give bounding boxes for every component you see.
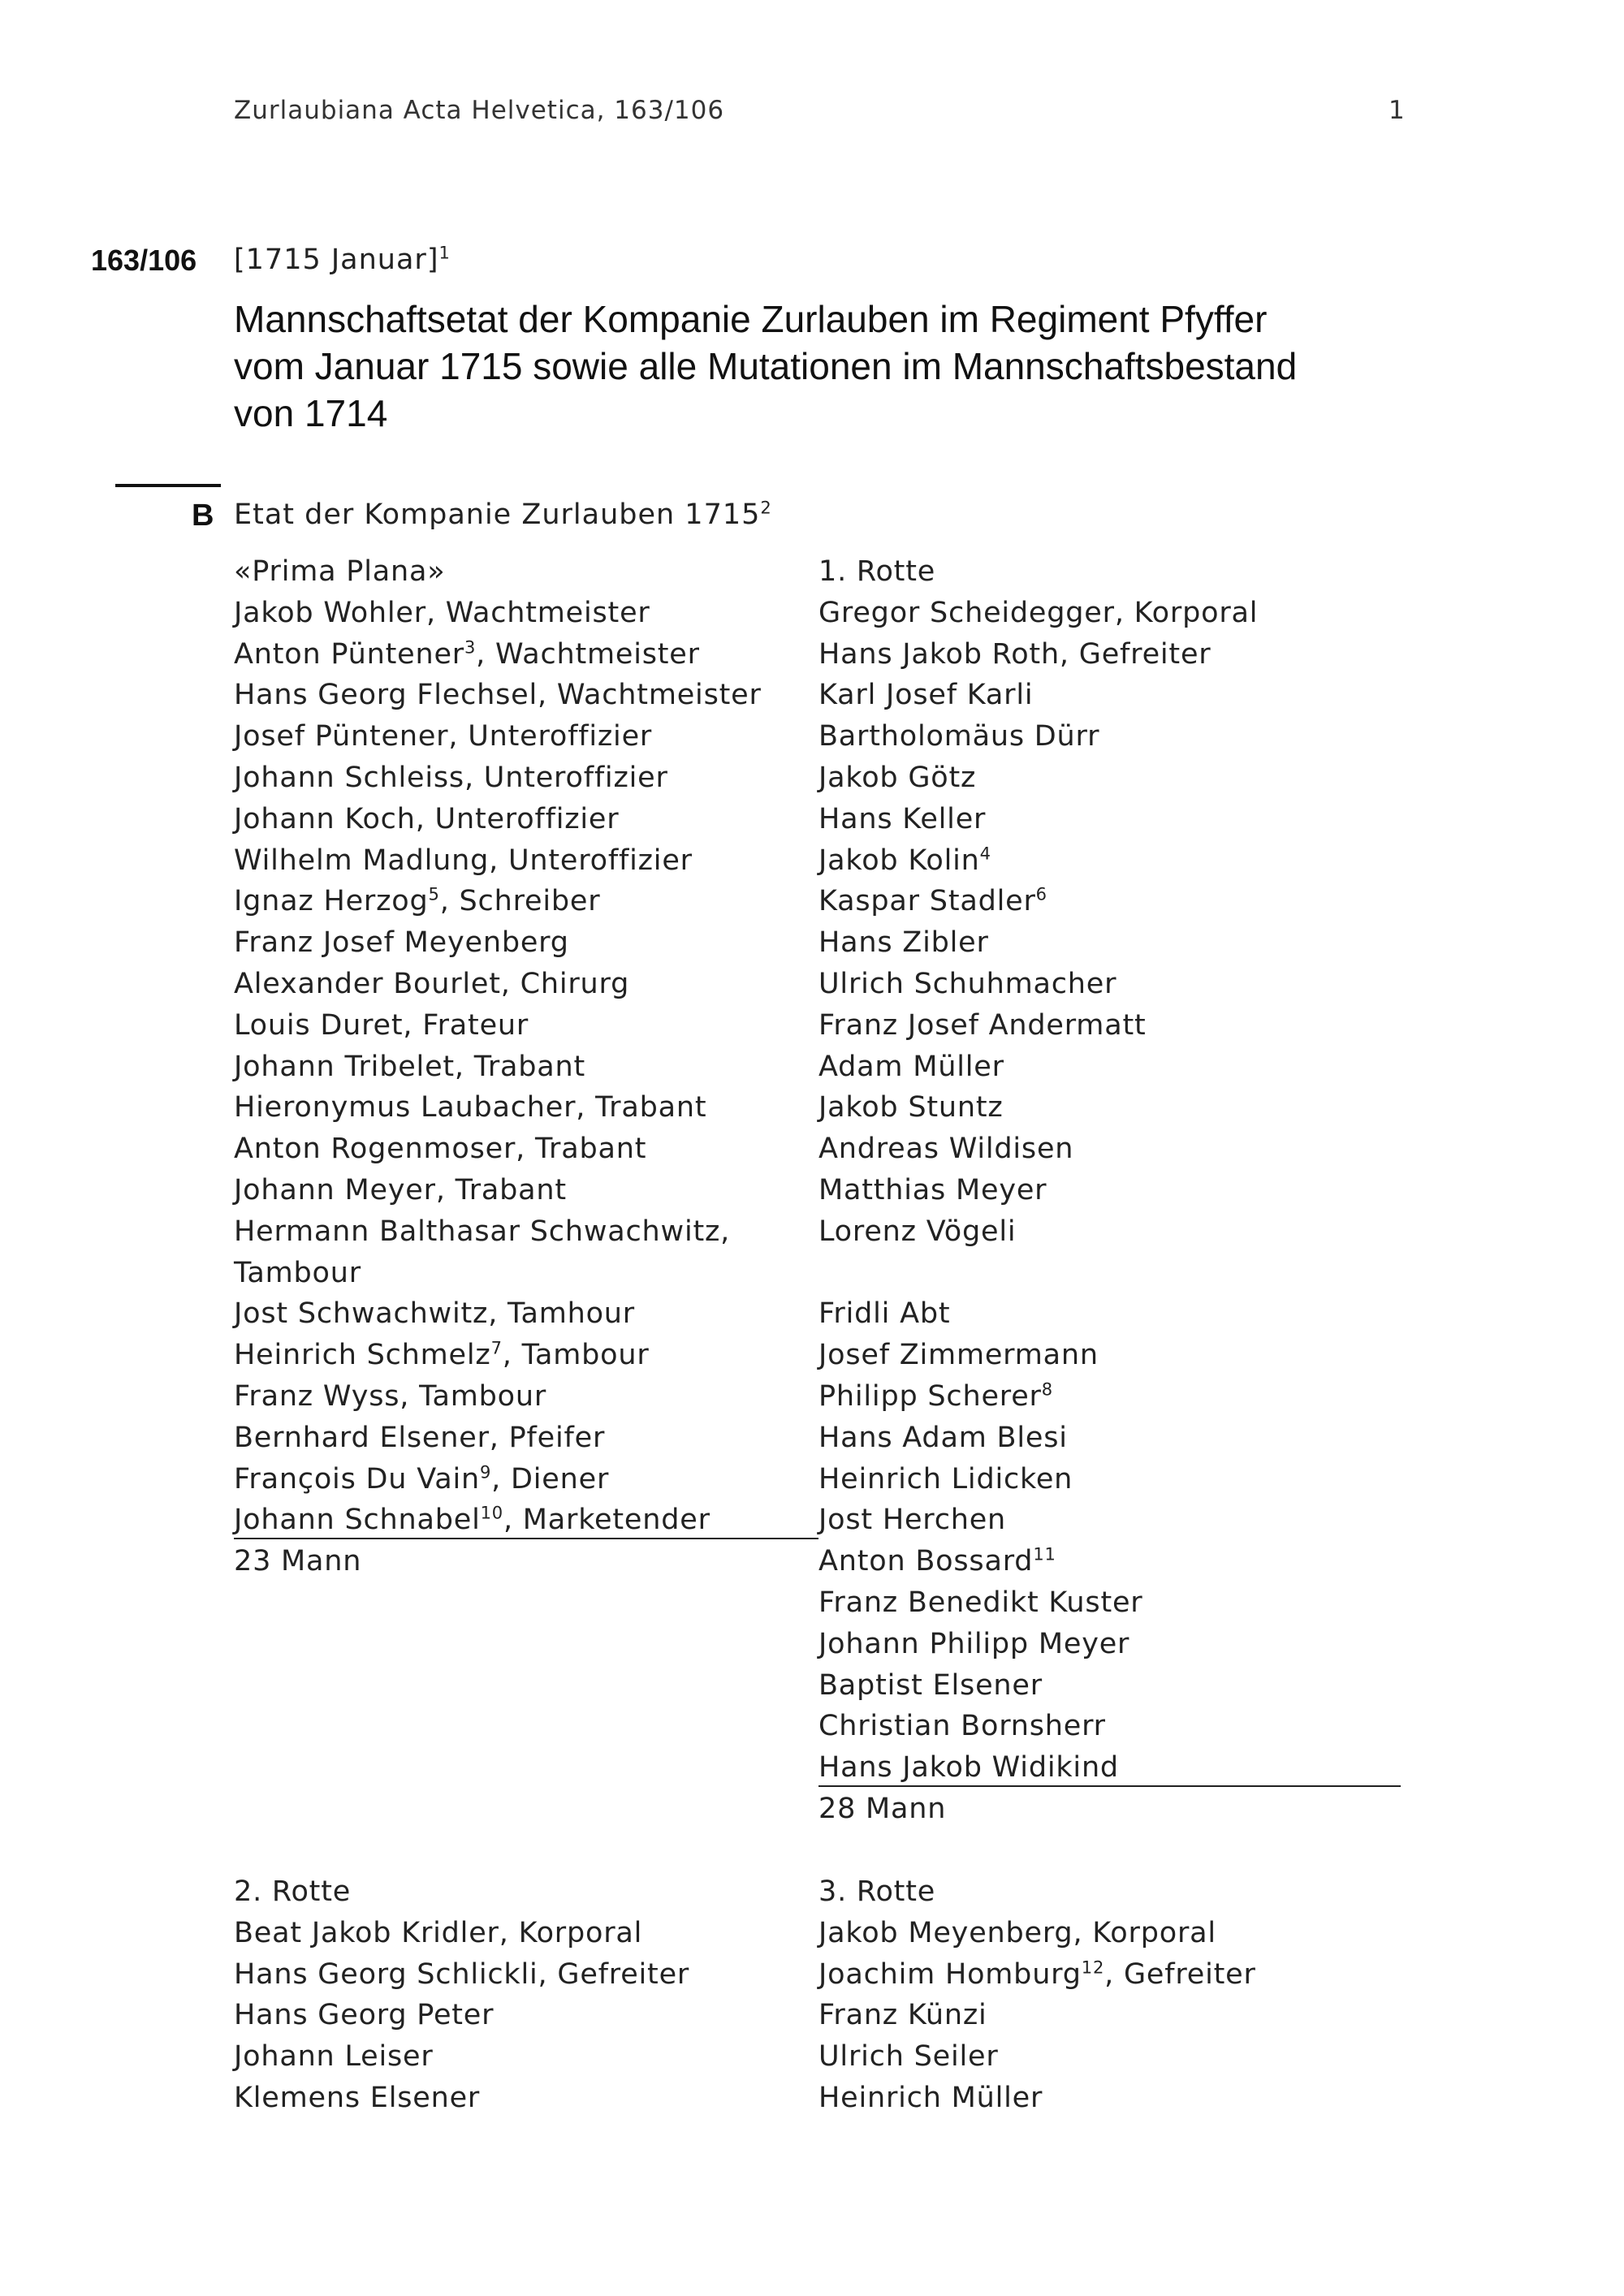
footnote-ref: 11 — [1033, 1544, 1056, 1564]
list-item: Louis Duret, Frateur — [234, 1008, 529, 1042]
document-title — [234, 296, 1297, 437]
footnote-ref: 7 — [490, 1338, 503, 1358]
list-item: Johann Meyer, Trabant — [234, 1173, 567, 1206]
footnote-ref: 10 — [480, 1503, 503, 1523]
list-item: Franz Josef Meyenberg — [234, 926, 569, 960]
list-item: Hieronymus Laubacher, Trabant — [234, 1091, 707, 1124]
footnote-ref: 2 — [760, 498, 772, 518]
list-item: Anton Bossard$^{11}$ — [818, 1544, 1056, 1578]
list-heading: 3. Rotte — [818, 1875, 936, 1908]
list-item: Beat Jakob Kridler, Korporal — [234, 1916, 643, 1949]
footnote-ref: 9 — [480, 1461, 492, 1482]
document-title-line: Mannschaftsetat der Kompanie Zurlauben im Regiment Pfyffer — [234, 298, 1268, 340]
list-item: Karl Josef Karli — [818, 679, 1034, 712]
prima-plana-column — [234, 551, 762, 1582]
list-item: Hans Jakob Roth, Gefreiter — [818, 637, 1212, 671]
list-item: Bartholomäus Dürr — [818, 720, 1100, 753]
document-date — [234, 244, 451, 276]
list-item: Matthias Meyer — [818, 1173, 1047, 1206]
list-item: Adam Müller — [818, 1050, 1004, 1083]
section-title — [234, 498, 772, 531]
list-item: Andreas Wildisen — [818, 1133, 1074, 1166]
list-item: Josef Zimmermann — [818, 1339, 1099, 1372]
document-number: 163/106 — [91, 244, 197, 277]
list-item: Jakob Stuntz — [818, 1091, 1004, 1124]
list-item: Johann Schnabel$^{10}$, Marketender — [234, 1500, 762, 1541]
list-item: Alexander Bourlet, Chirurg — [234, 967, 630, 1000]
footnote-ref: 6 — [1035, 884, 1047, 904]
list-item: François Du Vain$^9$, Diener — [234, 1461, 610, 1495]
list-item: Johann Philipp Meyer — [818, 1627, 1130, 1660]
section-rule — [115, 484, 221, 487]
list-item: Anton Püntener$^3$, Wachtmeister — [234, 637, 700, 671]
list-item: Heinrich Lidicken — [818, 1462, 1073, 1495]
list-item: Franz Künzi — [818, 1999, 987, 2032]
list-item: Johann Schleiss, Unteroffizier — [234, 761, 668, 794]
list-item: Gregor Scheidegger, Korporal — [818, 596, 1259, 629]
list-item: Jakob Wohler, Wachtmeister — [234, 596, 650, 629]
section-title-text: Etat der Kompanie Zurlauben 1715 — [234, 498, 761, 531]
footnote-ref: 4 — [979, 843, 991, 863]
list-item: Hans Jakob Widikind — [818, 1747, 1258, 1789]
list-item: Hermann Balthasar Schwachwitz, — [234, 1215, 731, 1248]
list-item: Baptist Elsener — [818, 1668, 1043, 1702]
list-item: Anton Rogenmoser, Trabant — [234, 1133, 647, 1166]
list-item: Christian Bornsherr — [818, 1710, 1106, 1743]
list-item: Hans Zibler — [818, 926, 989, 960]
running-title: Zurlaubiana Acta Helvetica, 163/106 — [234, 96, 725, 125]
list-item: Jakob Kolin$^4$ — [818, 843, 991, 877]
list-heading: 1. Rotte — [818, 555, 936, 588]
list-item: Hans Keller — [818, 802, 987, 835]
list-item: Kaspar Stadler$^6$ — [818, 884, 1047, 918]
list-item: Johann Leiser — [234, 2040, 434, 2074]
list-item: Josef Püntener, Unteroffizier — [234, 720, 653, 753]
footnote-ref: 1 — [438, 243, 451, 263]
footnote-ref: 5 — [428, 884, 440, 904]
rotte-2-column — [234, 1871, 689, 2119]
list-item: Jakob Götz — [818, 761, 977, 794]
list-spacer — [818, 1253, 1258, 1294]
document-date-text: [1715 Januar] — [234, 244, 439, 276]
list-item: Jost Herchen — [818, 1504, 1007, 1537]
list-item: Franz Benedikt Kuster — [818, 1586, 1143, 1619]
list-item: Heinrich Müller — [818, 2081, 1043, 2114]
list-item: Lorenz Vögeli — [818, 1215, 1017, 1248]
list-total: 28 Mann — [818, 1792, 947, 1825]
list-item: Ignaz Herzog$^5$, Schreiber — [234, 884, 601, 918]
list-item: Jakob Meyenberg, Korporal — [818, 1916, 1216, 1949]
footnote-ref: 3 — [464, 637, 477, 657]
list-item: Johann Tribelet, Trabant — [234, 1050, 586, 1083]
document-title-line: von 1714 — [234, 392, 388, 434]
list-item: Wilhelm Madlung, Unteroffizier — [234, 844, 693, 877]
page-number: 1 — [1389, 96, 1406, 125]
list-item: Ulrich Schuhmacher — [818, 967, 1117, 1000]
list-item: Hans Georg Schlickli, Gefreiter — [234, 1957, 690, 1991]
list-item: Joachim Homburg$^{12}$, Gefreiter — [818, 1957, 1256, 1991]
footnote-ref: 8 — [1041, 1379, 1053, 1400]
list-item: Philipp Scherer$^8$ — [818, 1379, 1053, 1413]
section-letter: B — [192, 498, 214, 533]
list-item: Franz Josef Andermatt — [818, 1008, 1147, 1042]
list-item: Heinrich Schmelz$^7$, Tambour — [234, 1338, 650, 1372]
rotte-1-column — [818, 551, 1258, 1830]
list-item: Ulrich Seiler — [818, 2040, 999, 2074]
list-item: Jost Schwachwitz, Tamhour — [234, 1297, 635, 1331]
list-total: 23 Mann — [234, 1545, 362, 1578]
footnote-ref: 12 — [1081, 1957, 1105, 1977]
document-title-line: vom Januar 1715 sowie alle Mutationen im Mannschaftsbestand — [234, 345, 1298, 387]
list-item: Bernhard Elsener, Pfeifer — [234, 1421, 606, 1454]
rotte-3-column — [818, 1871, 1256, 2119]
list-item: Johann Koch, Unteroffizier — [234, 802, 620, 835]
list-item: Fridli Abt — [818, 1297, 951, 1331]
list-item: Hans Georg Peter — [234, 1999, 495, 2032]
list-heading: 2. Rotte — [234, 1875, 352, 1908]
list-item: Klemens Elsener — [234, 2081, 481, 2114]
list-item: Hans Georg Flechsel, Wachtmeister — [234, 679, 762, 712]
list-item: Hans Adam Blesi — [818, 1421, 1068, 1454]
list-item: Tambour — [234, 1256, 361, 1289]
list-item: Franz Wyss, Tambour — [234, 1379, 547, 1413]
list-heading: «Prima Plana» — [234, 555, 446, 588]
